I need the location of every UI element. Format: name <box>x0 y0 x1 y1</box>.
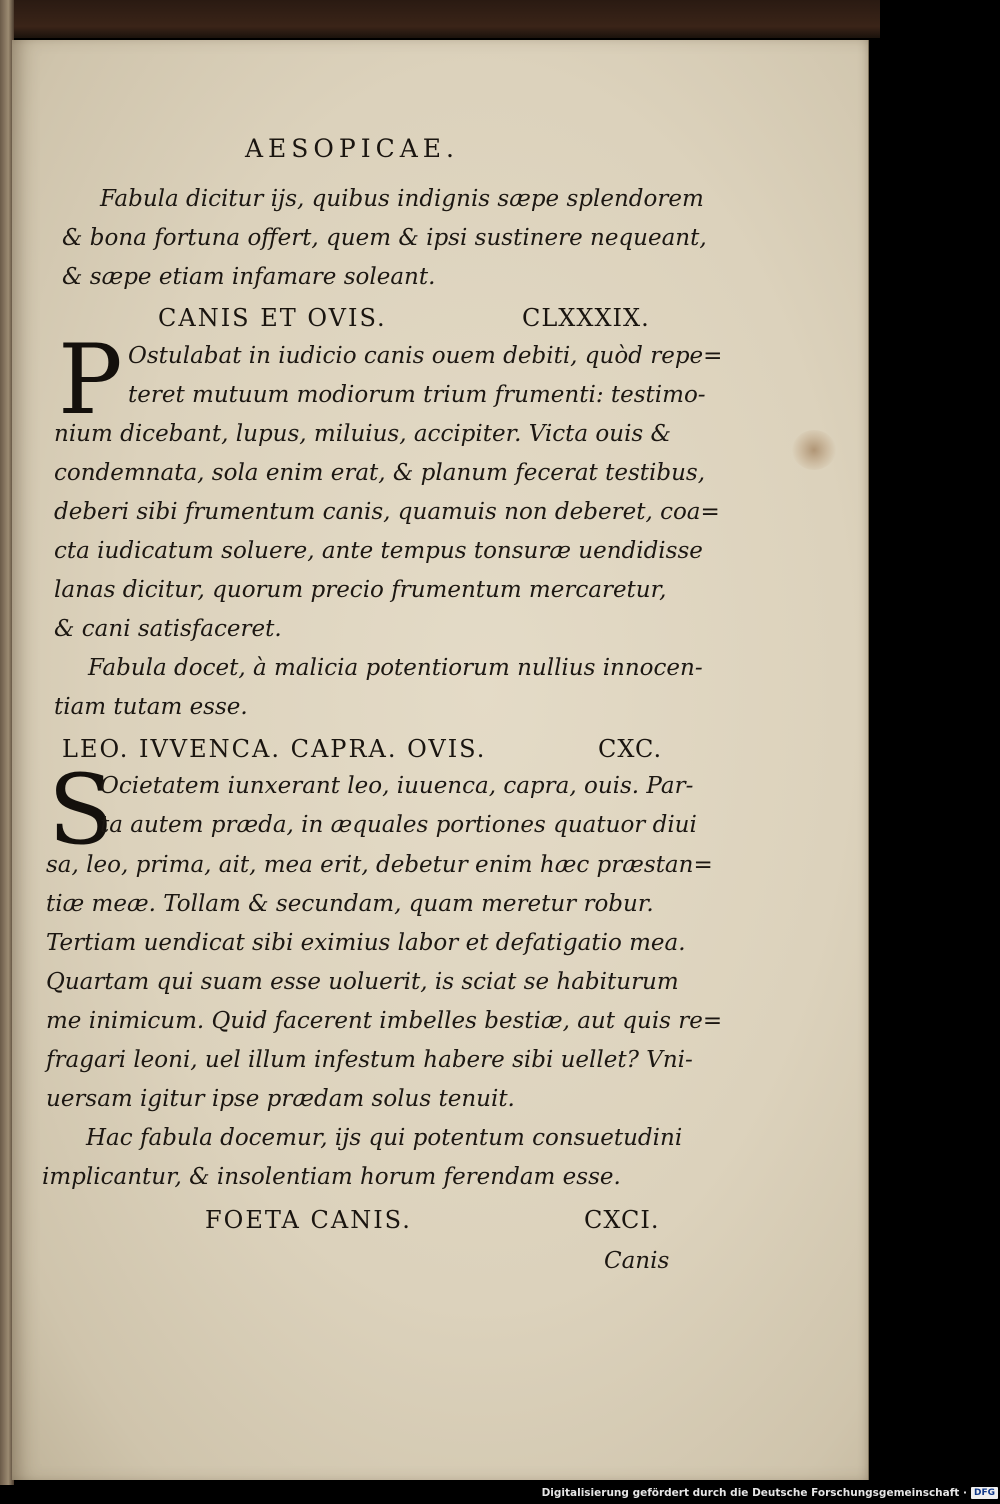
text-line: condemnata, sola enim erat, & planum fecerat testibus, <box>54 460 706 486</box>
moral-line: tiam tutam esse. <box>54 694 248 720</box>
fable-number: CLXXXIX. <box>522 304 650 332</box>
text-line: Ostulabat in iudicio canis ouem debiti, quòd repe= <box>128 343 723 369</box>
book-top-edge <box>10 0 880 38</box>
text-line: & sæpe etiam infamare soleant. <box>62 264 436 290</box>
catchword: Canis <box>604 1248 670 1274</box>
fable-title: CANIS ET OVIS. <box>158 304 387 332</box>
dfg-logo-icon: DFG <box>971 1487 998 1499</box>
fable-title: FOETA CANIS. <box>205 1206 412 1234</box>
text-line: nium dicebant, lupus, miluius, accipiter. Victa ouis & <box>54 421 672 447</box>
moral-line: Hac fabula docemur, ijs qui potentum consuetudini <box>86 1125 683 1151</box>
fable-number: CXC. <box>598 735 663 763</box>
credit-text: Digitalisierung gefördert durch die Deutsche Forschungsgemeinschaft · <box>541 1487 967 1499</box>
text-line: Fabula dicitur ijs, quibus indignis sæpe splendorem <box>100 186 704 212</box>
drop-cap-initial: S <box>48 754 114 866</box>
fable-number: CXCI. <box>584 1206 660 1234</box>
drop-cap-initial: P <box>58 324 123 436</box>
digitization-credit <box>541 1485 1000 1501</box>
text-line: sa, leo, prima, ait, mea erit, debetur enim hæc præstan= <box>46 852 713 878</box>
text-line: Tertiam uendicat sibi eximius labor et defatigatio mea. <box>46 930 686 956</box>
text-line: teret mutuum modiorum trium frumenti: testimo- <box>128 382 706 408</box>
moral-line: implicantur, & insolentiam horum ferendam esse. <box>42 1164 621 1190</box>
text-line: Quartam qui suam esse uoluerit, is sciat se habiturum <box>46 969 679 995</box>
text-line: ta autem præda, in æquales portiones quatuor diui <box>100 812 697 838</box>
text-line: & bona fortuna offert, quem & ipsi sustinere nequeant, <box>62 225 707 251</box>
text-line: uersam igitur ipse prædam solus tenuit. <box>46 1086 515 1112</box>
text-line: Ocietatem iunxerant leo, iuuenca, capra, ouis. Par- <box>100 773 694 799</box>
fable-title: LEO. IVVENCA. CAPRA. OVIS. <box>62 735 487 763</box>
moral-line: Fabula docet, à malicia potentiorum nullius innocen- <box>88 655 703 681</box>
text-line: fragari leoni, uel illum infestum habere sibi uellet? Vni- <box>46 1047 693 1073</box>
text-line: me inimicum. Quid facerent imbelles bestiæ, aut quis re= <box>46 1008 723 1034</box>
paper-stain <box>792 430 836 470</box>
text-line: cta iudicatum soluere, ante tempus tonsuræ uendidisse <box>54 538 703 564</box>
text-line: lanas dicitur, quorum precio frumentum mercaretur, <box>54 577 667 603</box>
text-line: deberi sibi frumentum canis, quamuis non deberet, coa= <box>54 499 720 525</box>
text-line: & cani satisfaceret. <box>54 616 282 642</box>
running-head: AESOPICAE. <box>245 134 460 163</box>
text-line: tiæ meæ. Tollam & secundam, quam meretur robur. <box>46 891 654 917</box>
